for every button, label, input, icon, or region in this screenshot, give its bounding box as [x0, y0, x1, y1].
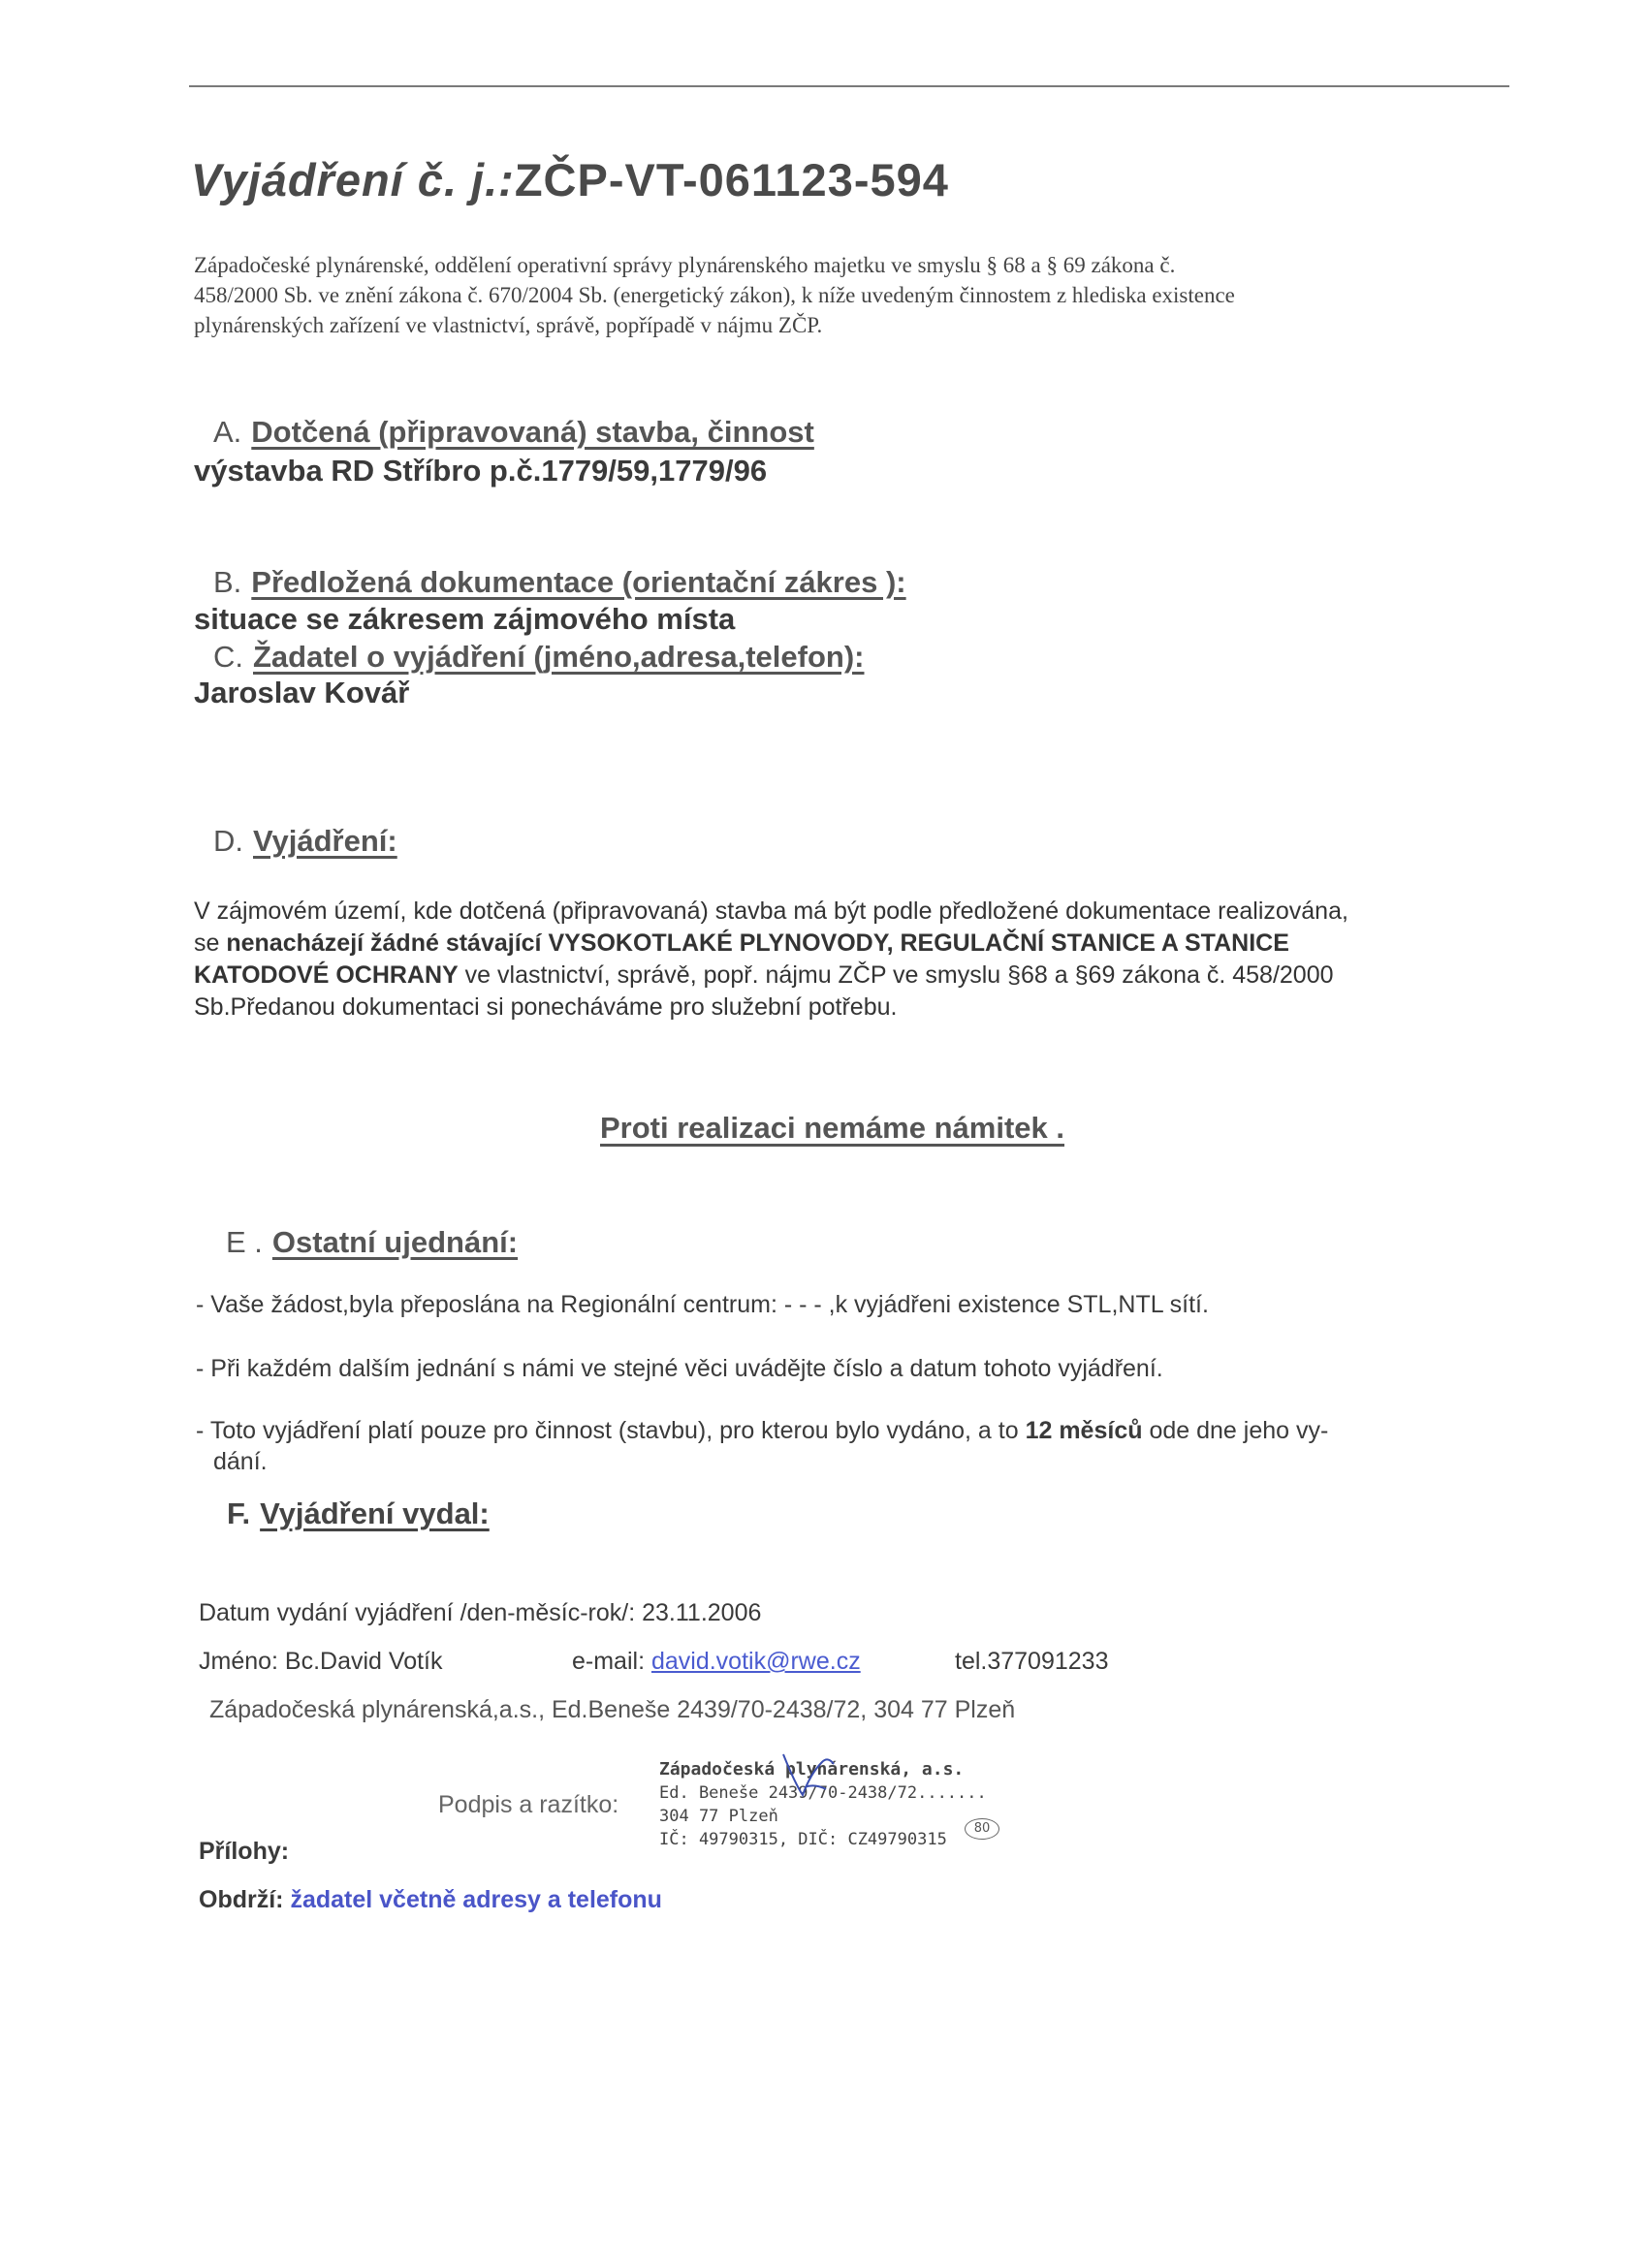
attachments-label: Přílohy: [199, 1838, 290, 1865]
section-c-heading [213, 640, 865, 675]
section-e-bullet-continuation: dání. [213, 1448, 268, 1475]
email-label: e-mail: [572, 1648, 646, 1675]
top-rule [189, 85, 1509, 87]
section-d-title: Vyjádření: [253, 824, 397, 858]
section-e-heading [226, 1225, 518, 1260]
intro-paragraph [194, 250, 1483, 340]
section-b-heading [213, 565, 906, 600]
section-d-letter: D. [213, 824, 243, 858]
section-c-value: Jaroslav Kovář [194, 676, 410, 709]
section-d-bold-text: nenacházejí žádné stávající VYSOKOTLAKÉ PLYNOVODY, REGULAČNÍ STANICE A STANICE [226, 929, 1289, 957]
title-number: ZČP-VT-061123-594 [514, 154, 949, 205]
section-d-text: ve vlastnictví, správě, popř. nájmu ZČP ve smyslu §68 a §69 zákona č. 458/2000 [458, 961, 1334, 989]
section-a-letter: A. [213, 415, 242, 449]
section-e-text: ode dne jeho vy- [1142, 1417, 1329, 1444]
issue-date-line: Datum vydání vyjádření /den-měsíc-rok/: 23.11.2006 [199, 1599, 762, 1626]
handwritten-signature [776, 1745, 843, 1803]
section-d-text: se [194, 929, 227, 957]
section-d-body [194, 896, 1551, 1024]
stamp-line: 304 77 Plzeň [659, 1807, 778, 1826]
section-d-bold-text: KATODOVÉ OCHRANY [194, 961, 459, 989]
section-d-line: Sb.Předanou dokumentaci si ponecháváme pro služební potřebu. [194, 993, 898, 1021]
section-a-value: výstavba RD Stříbro p.č.1779/59,1779/96 [194, 454, 768, 488]
section-d-line: V zájmovém území, kde dotčená (připravovaná) stavba má být podle předložené dokumentace realizována, [194, 898, 1348, 925]
intro-line: Západočeské plynárenské, oddělení operativní správy plynárenského majetku ve smyslu § 68 a § 69 zákona č. [194, 253, 1176, 277]
intro-line: 458/2000 Sb. ve znění zákona č. 670/2004 Sb. (energetický zákon), k níže uvedeným činnostem z hlediska existence [194, 283, 1235, 307]
section-c-title: Žadatel o vyjádření (jméno,adresa,telefon): [253, 640, 865, 674]
section-d-line [194, 960, 1551, 992]
validity-period: 12 měsíců [1025, 1417, 1143, 1444]
section-e-title: Ostatní ujednání: [271, 1225, 519, 1259]
intro-line: plynárenských zařízení ve vlastnictví, správě, popřípadě v nájmu ZČP. [194, 313, 823, 337]
section-f-letter: F. [227, 1496, 251, 1530]
issuer-email-row [572, 1648, 861, 1676]
section-e-bullet: - Vaše žádost,byla přeposlána na Regionální centrum: - - - ,k vyjádřeni existence STL,NTL sítí. [196, 1291, 1209, 1318]
issuer-name: Jméno: Bc.David Votík [199, 1648, 443, 1675]
section-e-bullet: - Při každém dalším jednání s námi ve stejné věci uvádějte číslo a datum tohoto vyjádření. [196, 1355, 1163, 1382]
recipients-value: žadatel včetně adresy a telefonu [290, 1886, 662, 1913]
stamp-badge: 80 [965, 1818, 999, 1840]
section-f-heading [227, 1496, 490, 1531]
stamp-line: Západočeská plynárenská, a.s. [659, 1759, 965, 1780]
stamp-line: IČ: 49790315, DIČ: CZ49790315 [659, 1830, 947, 1849]
section-d-heading [213, 824, 397, 859]
issuer-phone: tel.377091233 [955, 1648, 1109, 1675]
recipients-row [199, 1886, 662, 1914]
section-a-heading [213, 415, 814, 450]
section-d-line [194, 928, 1551, 960]
stamp-line: Ed. Beneše 2439/70-2438/72....... [659, 1783, 987, 1803]
section-e-text: - Toto vyjádření platí pouze pro činnost (stavbu), pro kterou bylo vydáno, a to [196, 1417, 1026, 1444]
section-f-title: Vyjádření vydal: [260, 1496, 490, 1530]
signature-label: Podpis a razítko: [438, 1791, 619, 1818]
section-c-letter: C. [213, 640, 243, 674]
recipients-label: Obdrží: [199, 1886, 284, 1913]
section-d-conclusion: Proti realizaci nemáme námitek . [600, 1111, 1064, 1145]
document-title [191, 153, 949, 206]
issuer-email-link[interactable]: david.votik@rwe.cz [650, 1648, 861, 1675]
section-b-title: Předložená dokumentace (orientační zákres ): [251, 565, 906, 599]
section-a-title: Dotčená (připravovaná) stavba, činnost [251, 415, 814, 449]
company-address: Západočeská plynárenská,a.s., Ed.Beneše 2439/70-2438/72, 304 77 Plzeň [209, 1696, 1016, 1723]
section-e-bullet [196, 1417, 1328, 1445]
section-b-letter: B. [213, 565, 242, 599]
section-e-letter: E . [226, 1225, 263, 1259]
section-b-value: situace se zákresem zájmového místa [194, 602, 736, 636]
title-prefix: Vyjádření č. j.: [191, 154, 515, 205]
